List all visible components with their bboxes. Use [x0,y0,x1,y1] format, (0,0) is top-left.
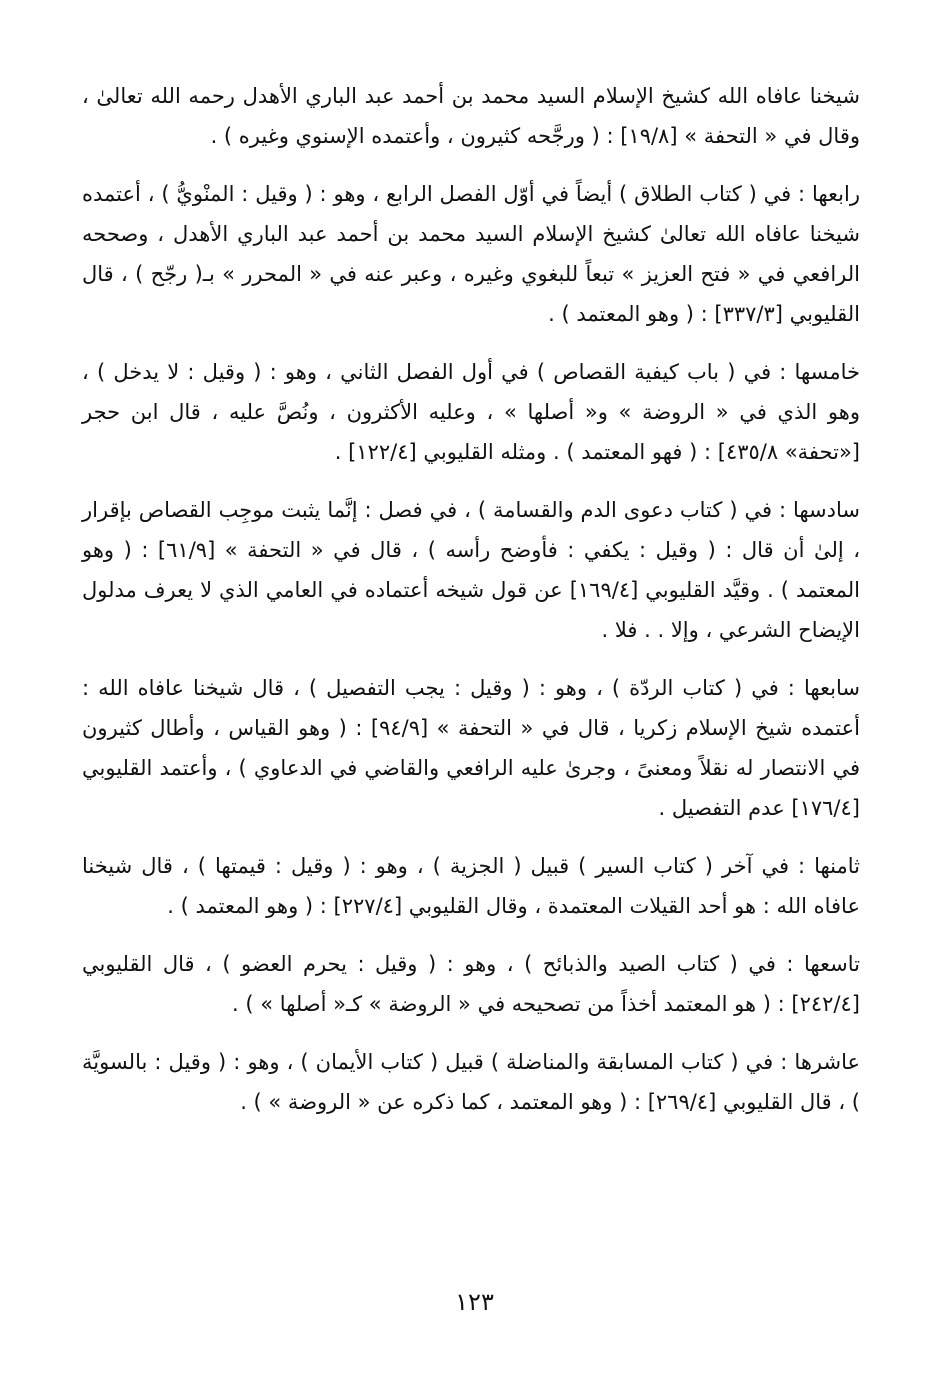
paragraph-fifth: خامسها : في ( باب كيفية القصاص ) في أول الفصل الثاني ، وهو : ( وقيل : لا يدخل ) ، وهو الذي في « الروضة » و« أصلها » ، وعليه الأكثرون ، ونُصَّ عليه ، قال ابن حجر [«تحفة» ٤٣٥/٨] : ( فهو المعتمد ) . ومثله القليوبي [١٢٢/٤] . [82,360,860,464]
page-body [82,76,860,1140]
paragraph-eighth: ثامنها : في آخر ( كتاب السير ) قبيل ( الجزية ) ، وهو : ( وقيل : قيمتها ) ، قال شيخنا عافاه الله : هو أحد القيلات المعتمدة ، وقال القليوبي [٢٢٧/٤] : ( وهو المعتمد ) . [82,854,860,918]
paragraph-seventh: سابعها : في ( كتاب الردّة ) ، وهو : ( وقيل : يجب التفصيل ) ، قال شيخنا عافاه الله : أعتمده شيخ الإسلام زكريا ، قال في « التحفة » [٩٤/٩] : ( وهو القياس ، وأطال كثيرون في الانتصار له نقلاً ومعنىً ، وجرىٰ عليه الرافعي والقاضي في الدعاوي ) ، وأعتمد القليوبي [١٧٦/٤] عدم التفصيل . [82,676,860,820]
paragraph-sixth: سادسها : في ( كتاب دعوى الدم والقسامة ) ، في فصل : إنَّما يثبت موجِب القصاص بإقرار ، إلىٰ أن قال : ( وقيل : يكفي : فأوضح رأسه ) ، قال في « التحفة » [٦١/٩] : ( وهو المعتمد ) . وقيَّد القليوبي [١٦٩/٤] عن قول شيخه أعتماده في العامي الذي لا يعرف مدلول الإيضاح الشرعي ، وإلا . . فلا . [82,498,860,642]
paragraph-continuation: شيخنا عافاه الله كشيخ الإسلام السيد محمد بن أحمد عبد الباري الأهدل رحمه الله تعالىٰ ، وقال في « التحفة » [١٩/٨] : ( ورجَّحه كثيرون ، وأعتمده الإسنوي وغيره ) . [82,84,860,148]
page-number: ١٢٣ [455,1288,494,1316]
paragraph-fourth: رابعها : في ( كتاب الطلاق ) أيضاً في أوّل الفصل الرابع ، وهو : ( وقيل : المنْويُّ ) ، أعتمده شيخنا عافاه الله تعالىٰ كشيخ الإسلام السيد محمد بن أحمد عبد الباري الأهدل ، وصححه الرافعي في « فتح العزيز » تبعاً للبغوي وغيره ، وعبر عنه في « المحرر » بـ( رجّح ) ، قال القليوبي [٣٣٧/٣] : ( وهو المعتمد ) . [82,182,860,326]
paragraph-ninth: تاسعها : في ( كتاب الصيد والذبائح ) ، وهو : ( وقيل : يحرم العضو ) ، قال القليوبي [٢٤٢/٤] : ( هو المعتمد أخذاً من تصحيحه في « الروضة » كـ« أصلها » ) . [82,952,860,1016]
paragraph-tenth: عاشرها : في ( كتاب المسابقة والمناضلة ) قبيل ( كتاب الأيمان ) ، وهو : ( وقيل : بالسويَّة ) ، قال القليوبي [٢٦٩/٤] : ( وهو المعتمد ، كما ذكره عن « الروضة » ) . [82,1050,860,1114]
